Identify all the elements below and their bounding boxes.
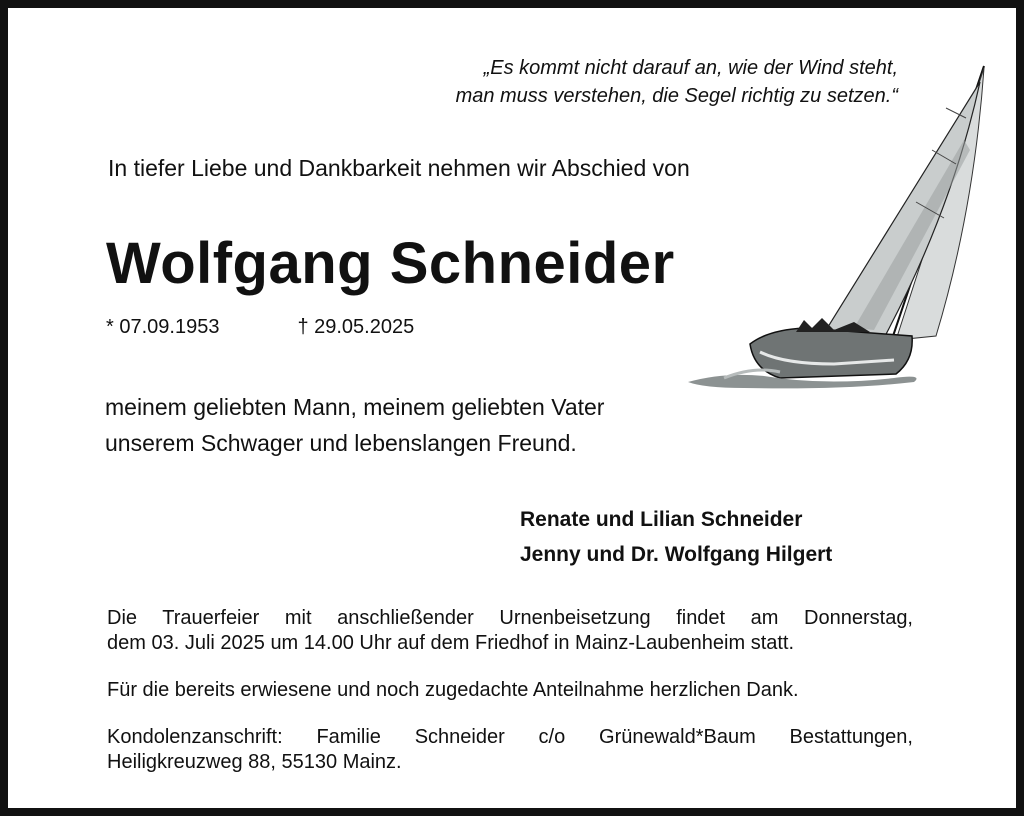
motto-line: man muss verstehen, die Segel richtig zu setzen.“ (455, 85, 898, 107)
funeral-line: Die Trauerfeier mit anschließender Urnenbeisetzung findet am Donnerstag, (107, 607, 913, 629)
sailboat-illustration (684, 60, 996, 390)
death-date: † 29.05.2025 (297, 316, 415, 338)
condolence-address (107, 725, 913, 775)
mourner-name: Renate und Lilian Schneider (520, 508, 803, 531)
thanks-text: Für die bereits erwiesene und noch zugedachte Anteilnahme herzlichen Dank. (107, 679, 799, 701)
mourner-name: Jenny und Dr. Wolfgang Hilgert (520, 543, 833, 566)
life-dates (106, 316, 414, 339)
condolence-line: Kondolenzanschrift: Familie Schneider c/o Grünewald*Baum Bestattungen, (107, 726, 913, 748)
mourners-list (520, 502, 832, 572)
relation-text (105, 389, 604, 461)
condolence-line: Heiligkreuzweg 88, 55130 Mainz. (107, 751, 402, 773)
funeral-line: dem 03. Juli 2025 um 14.00 Uhr auf dem Friedhof in Mainz-Laubenheim statt. (107, 632, 795, 654)
birth-date: * 07.09.1953 (106, 316, 220, 338)
motto-line: „Es kommt nicht darauf an, wie der Wind steht, (483, 57, 898, 79)
relation-line: meinem geliebten Mann, meinem geliebten Vater (105, 394, 605, 420)
funeral-info (107, 606, 913, 656)
deceased-name: Wolfgang Schneider (106, 231, 675, 296)
notice-details (107, 606, 913, 797)
relation-line: unserem Schwager und lebenslangen Freund. (105, 430, 577, 456)
intro-text: In tiefer Liebe und Dankbarkeit nehmen wir Abschied von (108, 155, 690, 181)
